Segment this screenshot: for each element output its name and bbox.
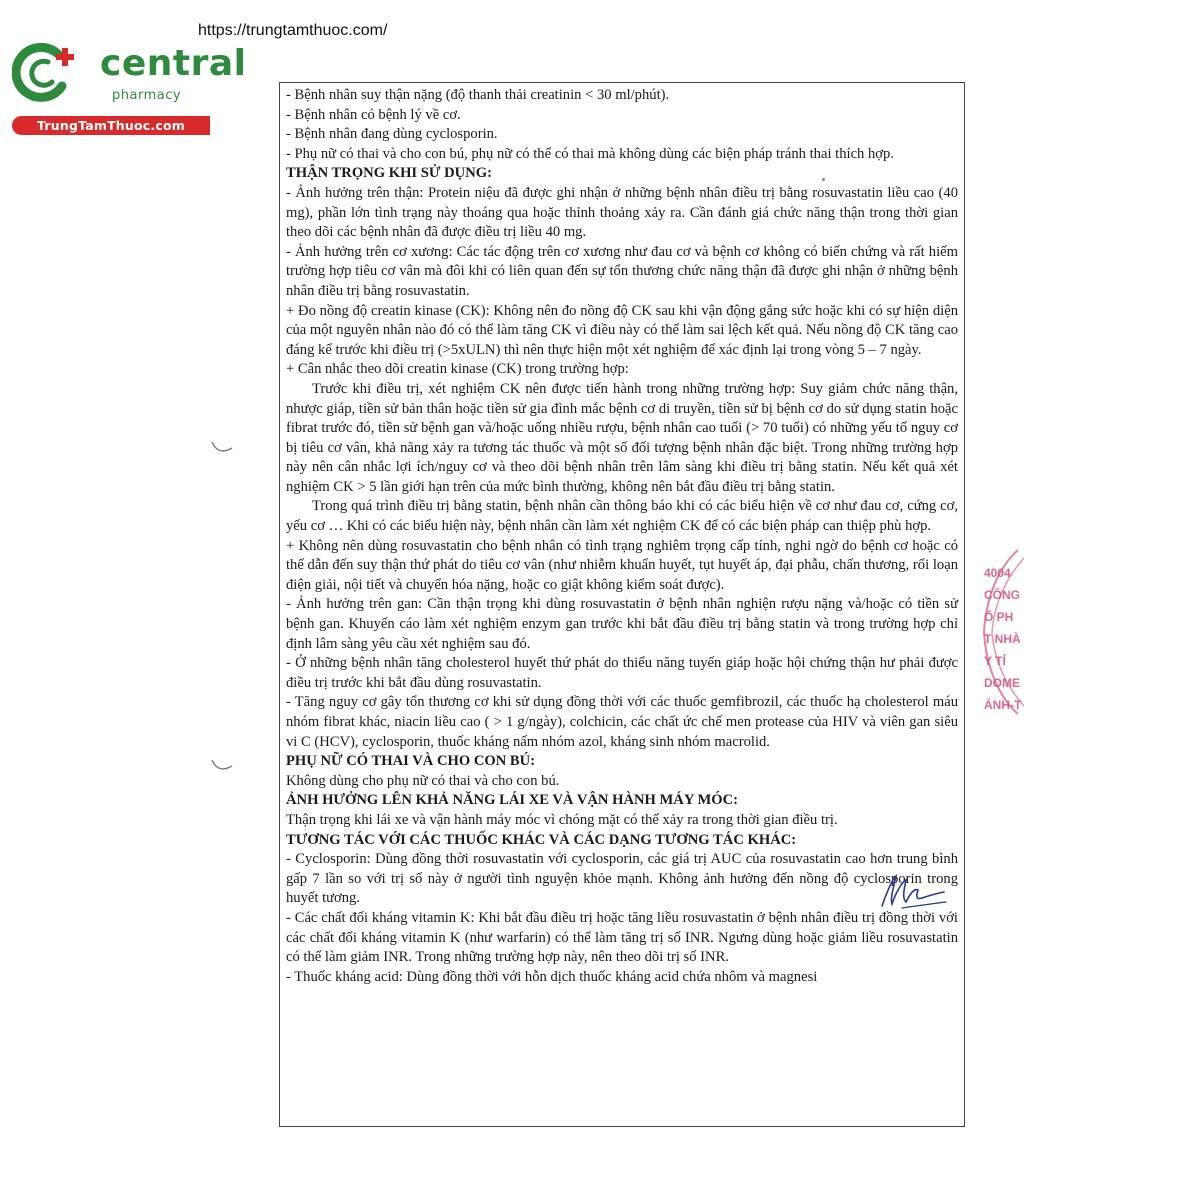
stamp-text: ÁNH-T [984,698,1022,712]
paragraph: - Bệnh nhân có bệnh lý về cơ. [286,106,461,123]
document-body [286,86,958,987]
paragraph: - Ảnh hưởng trên cơ xương: Các tác động trên cơ xương như đau cơ và bệnh cơ không có biến chứng và rất hiếm trường hợp tiêu cơ vân mà đôi khi có liên quan đến sự tổn thương chức năng thận đã được ghi nhận ở những bệnh nhân điều trị bằng rosuvastatin. [286,243,958,299]
paragraph: - Cyclosporin: Dùng đồng thời rosuvastatin với cyclosporin, các giá trị AUC của rosuvastatin cao hơn trung bình gấp 7 lần so với trị số này ở người tình nguyện khỏe mạnh. Không ảnh hưởng đến nồng độ cyclosporin trong huyết tương. [286,851,958,907]
punch-hole-icon [208,438,234,458]
brand-banner: TrungTamThuoc.com [12,116,210,135]
stamp-text: DOME [984,676,1020,690]
brand-subtitle: pharmacy [112,88,182,103]
stamp-text: Y TỈ [984,654,1006,668]
signature-icon [872,868,952,914]
stamp-text: T NHÀ [984,632,1021,646]
section-heading: THẬN TRỌNG KHI SỬ DỤNG: [286,165,492,182]
paragraph: - Tăng nguy cơ gây tổn thương cơ khi sử dụng đồng thời với các thuốc gemfibrozil, các thuốc hạ cholesterol máu nhóm fibrat khác, niacin liều cao ( > 1 g/ngày), colchicin, các chất ức chế men protease của HIV và viên gan siêu vi C (HCV), cyclosporin, thuốc kháng nấm nhóm azol, kháng sinh nhóm macrolid. [286,694,958,750]
paragraph: - Ảnh hưởng trên thận: Protein niệu đã được ghi nhận ở những bệnh nhân điều trị bằng rosuvastatin liều cao (40 mg), phần lớn tình trạng này thoáng qua hoặc thỉnh thoảng xảy ra. Cần đánh giá chức năng thận trong thời gian theo dõi các bệnh nhân đã được điều trị liều 40 mg. [286,184,958,241]
paragraph: + Đo nồng độ creatin kinase (CK): Không nên đo nồng độ CK sau khi vận động gắng sức hoặc khi có sự hiện diện của một nguyên nhân nào đó có thể làm tăng CK vì điều này có thể làm sai lệch kết quả. Nếu nồng độ CK tăng cao đáng kể trước khi điều trị (>5xULN) thì nên thực hiện một xét nghiệm để xác định lại trong vòng 5 – 7 ngày. [286,302,958,358]
paragraph: Thận trọng khi lái xe và vận hành máy móc vì chóng mặt có thể xảy ra trong thời gian điều trị. [286,811,838,828]
paragraph: Không dùng cho phụ nữ có thai và cho con bú. [286,772,560,789]
paragraph: - Phụ nữ có thai và cho con bú, phụ nữ có thể có thai mà không dùng các biện pháp tránh thai thích hợp. [286,145,894,162]
source-url[interactable]: https://trungtamthuoc.com/ [198,22,388,39]
section-heading: TƯƠNG TÁC VỚI CÁC THUỐC KHÁC VÀ CÁC DẠNG TƯƠNG TÁC KHÁC: [286,831,797,848]
section-heading: PHỤ NỮ CÓ THAI VÀ CHO CON BÚ: [286,753,536,770]
brand-name: central [100,43,247,84]
paragraph: Trước khi điều trị, xét nghiệm CK nên được tiến hành trong những trường hợp: Suy giảm chức năng thận, nhược giáp, tiền sử bản thân hoặc tiền sử gia đình mắc bệnh cơ di truyền, tiền sử bị bệnh cơ do sử dụng statin hoặc fibrat trước đó, tiền sử bệnh gan và/hoặc uống nhiều rượu, bệnh nhân cao tuổi (> 70 tuổi) có những yếu tố nguy cơ bị tiêu cơ vân, khả năng xảy ra tương tác thuốc và một số đối tượng bệnh nhân đặc biệt. Trong những trường hợp này nên cân nhắc lợi ích/nguy cơ và theo dõi bệnh nhân trên lâm sàng khi điều trị bằng statin. Nếu kết quả xét nghiệm CK > 5 lần giới hạn trên của mức bình thường, không nên bắt đầu điều trị bằng statin. [286,380,958,495]
punch-hole-icon [208,756,234,776]
stamp-text: 4004 [984,566,1011,580]
company-stamp [978,548,1024,716]
brand-logo[interactable] [12,38,247,138]
stamp-text: CÔNG [984,588,1020,602]
paragraph: - Bệnh nhân đang dùng cyclosporin. [286,126,498,143]
paragraph: - Các chất đối kháng vitamin K: Khi bắt đầu điều trị hoặc tăng liều rosuvastatin ở bệnh nhân điều trị đồng thời với các chất đối kháng vitamin K (như warfarin) có thể làm tăng trị số INR. Ngưng dùng hoặc giảm liều rosuvastatin có thể làm giảm INR. Trong những trường hợp này, nên theo dõi trị số INR. [286,909,958,966]
paragraph: + Cân nhắc theo dõi creatin kinase (CK) trong trường hợp: [286,361,629,378]
section-heading: ẢNH HƯỞNG LÊN KHẢ NĂNG LÁI XE VÀ VẬN HÀNH MÁY MÓC: [286,792,738,809]
paragraph: - Ảnh hưởng trên gan: Cần thận trọng khi dùng rosuvastatin ở bệnh nhân nghiện rượu nặng và/hoặc có tiền sử bệnh gan. Khuyến cáo làm xét nghiệm enzym gan trước khi bắt đầu điều trị bằng statin và trong trường hợp chỉ định lâm sàng yêu cầu xét nghiệm sau đó. [286,596,958,652]
paragraph: + Không nên dùng rosuvastatin cho bệnh nhân có tình trạng nghiêm trọng cấp tính, nghi ngờ do bệnh cơ hoặc có thể dẫn đến suy thận thứ phát do tiêu cơ vân (như nhiễm khuẩn huyết, tụt huyết áp, đại phẫu, chấn thương, rối loạn điện giải, nội tiết và chuyển hóa nặng, hoặc co giật không kiểm soát được). [286,537,958,593]
stamp-text: Ổ PH [984,610,1014,624]
paragraph: Trong quá trình điều trị bằng statin, bệnh nhân cần thông báo khi có các biểu hiện về cơ như đau cơ, cứng cơ, yếu cơ … Khi có các biểu hiện này, bệnh nhân cần làm xét nghiệm CK để có các biện pháp can thiệp phù hợp. [286,498,958,535]
paragraph: - Thuốc kháng acid: Dùng đồng thời với hỗn dịch thuốc kháng acid chứa nhôm và magnesi [286,968,818,985]
paragraph: - Ở những bệnh nhân tăng cholesterol huyết thứ phát do thiểu năng tuyến giáp hoặc hội chứng thận hư phải được điều trị trước khi bắt đầu dùng rosuvastatin. [286,655,958,691]
paragraph: - Bệnh nhân suy thận nặng (độ thanh thải creatinin < 30 ml/phút). [286,87,670,103]
pharmacy-cross-icon [12,40,78,106]
